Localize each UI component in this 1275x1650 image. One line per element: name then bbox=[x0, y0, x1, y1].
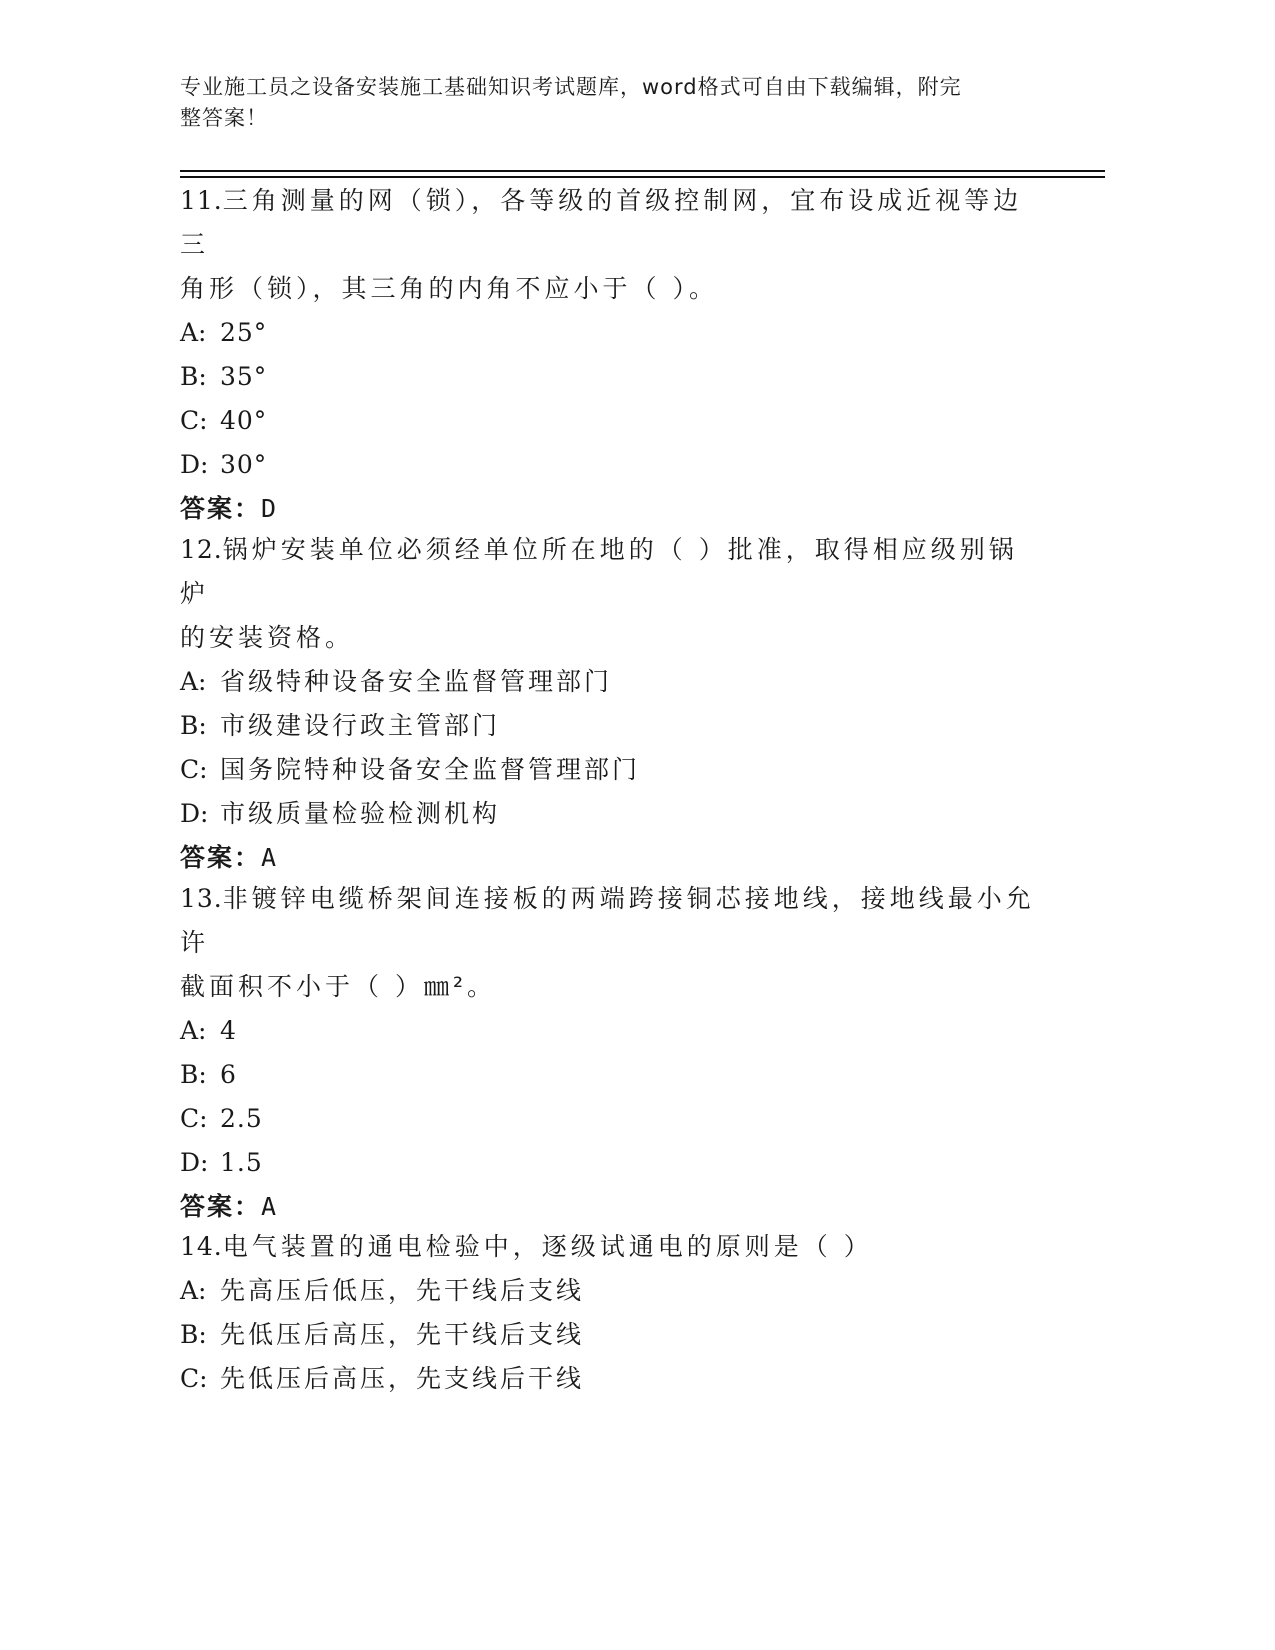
document-header bbox=[180, 72, 1040, 134]
question-stem-line1: 三角测量的网（锁），各等级的首级控制网，宜布设成近视等边三 bbox=[180, 186, 1023, 259]
answer-label: 答案： bbox=[180, 494, 262, 523]
option-a bbox=[180, 660, 1040, 704]
option-label: B: bbox=[180, 711, 207, 740]
option-label: A: bbox=[180, 1276, 207, 1305]
question-stem bbox=[180, 1225, 1040, 1269]
option-label: A: bbox=[180, 667, 207, 696]
option-label: A: bbox=[180, 1016, 207, 1045]
question-stem bbox=[180, 179, 1040, 267]
option-text: 国务院特种设备安全监督管理部门 bbox=[220, 755, 641, 784]
option-d bbox=[180, 443, 1040, 487]
option-text: 30° bbox=[220, 450, 268, 479]
option-label: C: bbox=[180, 1364, 208, 1393]
answer-label: 答案： bbox=[180, 843, 262, 872]
header-divider-top bbox=[180, 170, 1105, 172]
option-a bbox=[180, 1269, 1040, 1313]
question-13 bbox=[180, 877, 1040, 1229]
option-text: 先高压后低压，先干线后支线 bbox=[220, 1276, 585, 1305]
option-label: D: bbox=[180, 1148, 209, 1177]
option-b bbox=[180, 1313, 1040, 1357]
question-stem-line2: 截面积不小于（ ）㎜²。 bbox=[180, 972, 496, 1001]
option-b bbox=[180, 355, 1040, 399]
option-text: 35° bbox=[220, 362, 268, 391]
option-label: D: bbox=[180, 450, 209, 479]
option-c bbox=[180, 1357, 1040, 1401]
option-text: 市级建设行政主管部门 bbox=[220, 711, 501, 740]
question-stem-line1: 非镀锌电缆桥架间连接板的两端跨接铜芯接地线，接地线最小允许 bbox=[180, 884, 1035, 957]
option-text: 先低压后高压，先干线后支线 bbox=[220, 1320, 585, 1349]
option-label: B: bbox=[180, 1060, 207, 1089]
option-a bbox=[180, 311, 1040, 355]
option-c bbox=[180, 399, 1040, 443]
question-stem bbox=[180, 528, 1040, 616]
question-stem-line2: 的安装资格。 bbox=[180, 623, 355, 652]
option-label: B: bbox=[180, 362, 207, 391]
option-d bbox=[180, 1141, 1040, 1185]
option-c bbox=[180, 748, 1040, 792]
question-number: 11. bbox=[180, 186, 223, 215]
question-12 bbox=[180, 528, 1040, 880]
option-text: 4 bbox=[220, 1016, 237, 1045]
answer-line bbox=[180, 487, 1040, 531]
answer-line bbox=[180, 1185, 1040, 1229]
option-a bbox=[180, 1009, 1040, 1053]
question-stem-line1: 电气装置的通电检验中，逐级试通电的原则是（ ） bbox=[222, 1232, 873, 1261]
option-b bbox=[180, 704, 1040, 748]
answer-value: A bbox=[261, 843, 279, 872]
option-b bbox=[180, 1053, 1040, 1097]
question-number: 14. bbox=[180, 1232, 223, 1261]
option-text: 25° bbox=[220, 318, 268, 347]
option-label: C: bbox=[180, 1104, 208, 1133]
question-14 bbox=[180, 1225, 1040, 1401]
option-label: C: bbox=[180, 755, 208, 784]
option-text: 省级特种设备安全监督管理部门 bbox=[220, 667, 613, 696]
option-text: 2.5 bbox=[220, 1104, 263, 1133]
question-stem bbox=[180, 877, 1040, 965]
header-divider-bottom bbox=[180, 176, 1105, 178]
option-text: 6 bbox=[220, 1060, 237, 1089]
answer-value: A bbox=[261, 1192, 279, 1221]
header-title-line2: 整答案！ bbox=[180, 106, 268, 130]
option-label: B: bbox=[180, 1320, 207, 1349]
option-label: D: bbox=[180, 799, 209, 828]
option-text: 市级质量检验检测机构 bbox=[220, 799, 501, 828]
option-text: 先低压后高压，先支线后干线 bbox=[220, 1364, 585, 1393]
question-11 bbox=[180, 179, 1040, 531]
option-label: A: bbox=[180, 318, 207, 347]
option-text: 1.5 bbox=[220, 1148, 263, 1177]
option-text: 40° bbox=[220, 406, 268, 435]
option-d bbox=[180, 792, 1040, 836]
option-c bbox=[180, 1097, 1040, 1141]
answer-value: D bbox=[261, 494, 279, 523]
header-title-line1: 专业施工员之设备安装施工基础知识考试题库，word格式可自由下载编辑，附完 bbox=[180, 75, 962, 99]
question-stem-line2: 角形（锁），其三角的内角不应小于（ ）。 bbox=[180, 274, 718, 303]
question-stem-line1: 锅炉安装单位必须经单位所在地的（ ）批准，取得相应级别锅炉 bbox=[180, 535, 1018, 608]
option-label: C: bbox=[180, 406, 208, 435]
question-number: 12. bbox=[180, 535, 223, 564]
question-number: 13. bbox=[180, 884, 223, 913]
answer-line bbox=[180, 836, 1040, 880]
answer-label: 答案： bbox=[180, 1192, 262, 1221]
